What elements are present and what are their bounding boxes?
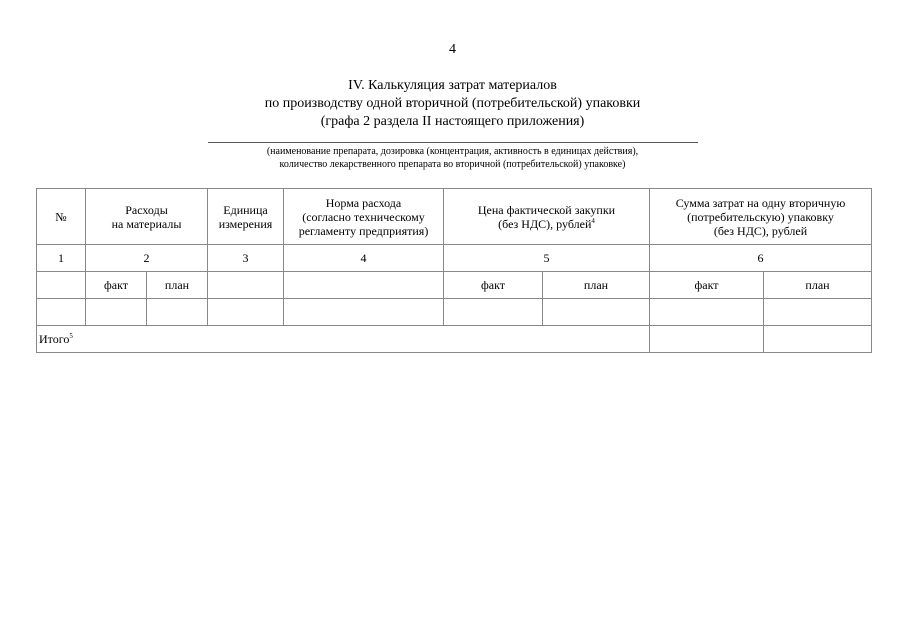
- title-line-2: по производству одной вторичной (потребительской) упаковки: [264, 96, 641, 111]
- header-norm-line-3: регламенту предприятия): [298, 223, 429, 238]
- header-sum-line-2: (потребительскую) упаковку: [687, 209, 834, 224]
- column-number-row: [37, 245, 872, 272]
- subheader-expenses-plan: план: [147, 272, 208, 299]
- subheader-price-plan: план: [543, 272, 650, 299]
- header-expenses-line-2: на материалы: [111, 216, 182, 231]
- total-row: [37, 326, 872, 353]
- title-line-1: IV. Калькуляция затрат материалов: [348, 78, 557, 93]
- cost-calculation-table: [36, 188, 872, 353]
- total-label: Итого: [39, 332, 70, 346]
- header-price-line-2: [444, 217, 649, 231]
- header-price: [444, 189, 650, 245]
- header-row: [37, 189, 872, 245]
- empty-cell: [284, 272, 444, 299]
- header-unit-line-1: Единица: [223, 202, 268, 217]
- data-cell: [147, 299, 208, 326]
- subheader-price-fact: факт: [444, 272, 543, 299]
- header-num: №: [37, 189, 86, 245]
- header-norm: [284, 189, 444, 245]
- header-price-text: (без НДС), рублей: [498, 216, 592, 231]
- column-number: 6: [650, 245, 872, 272]
- subheader-expenses-fact: факт: [86, 272, 147, 299]
- empty-cell: [37, 272, 86, 299]
- header-sum: [650, 189, 872, 245]
- total-sum-fact-cell: [650, 326, 764, 353]
- footnote-4-marker: 4: [591, 216, 595, 225]
- data-cell: [208, 299, 284, 326]
- document-title: [0, 77, 905, 131]
- header-expenses: [86, 189, 208, 245]
- column-number: 1: [37, 245, 86, 272]
- data-cell: [650, 299, 764, 326]
- fill-in-caption: [0, 145, 905, 171]
- data-row: [37, 299, 872, 326]
- column-number: 3: [208, 245, 284, 272]
- total-label-cell: [37, 326, 650, 353]
- header-unit: [208, 189, 284, 245]
- column-number: 4: [284, 245, 444, 272]
- title-line-3: (графа 2 раздела II настоящего приложения): [320, 114, 585, 129]
- data-cell: [764, 299, 872, 326]
- data-cell: [444, 299, 543, 326]
- header-sum-line-3: (без НДС), рублей: [713, 223, 808, 238]
- footnote-5-marker: 5: [69, 332, 73, 340]
- caption-line-2: количество лекарственного препарата во вторичной (потребительской) упаковке): [279, 159, 626, 170]
- header-sum-line-1: Сумма затрат на одну вторичную: [675, 195, 846, 210]
- fill-in-line: [208, 142, 698, 143]
- header-price-line-1: Цена фактической закупки: [477, 202, 616, 217]
- subheader-sum-fact: факт: [650, 272, 764, 299]
- caption-line-1: (наименование препарата, дозировка (концентрация, активность в единицах действия),: [266, 146, 639, 157]
- empty-cell: [208, 272, 284, 299]
- subheader-sum-plan: план: [764, 272, 872, 299]
- data-cell: [543, 299, 650, 326]
- data-cell: [37, 299, 86, 326]
- header-unit-line-2: измерения: [218, 216, 273, 231]
- header-norm-line-2: (согласно техническому: [302, 209, 425, 224]
- column-number: 2: [86, 245, 208, 272]
- page-number: 4: [449, 42, 456, 57]
- header-norm-line-1: Норма расхода: [325, 195, 402, 210]
- data-cell: [86, 299, 147, 326]
- data-cell: [284, 299, 444, 326]
- header-expenses-line-1: Расходы: [125, 202, 168, 217]
- total-sum-plan-cell: [764, 326, 872, 353]
- subheader-row: [37, 272, 872, 299]
- column-number: 5: [444, 245, 650, 272]
